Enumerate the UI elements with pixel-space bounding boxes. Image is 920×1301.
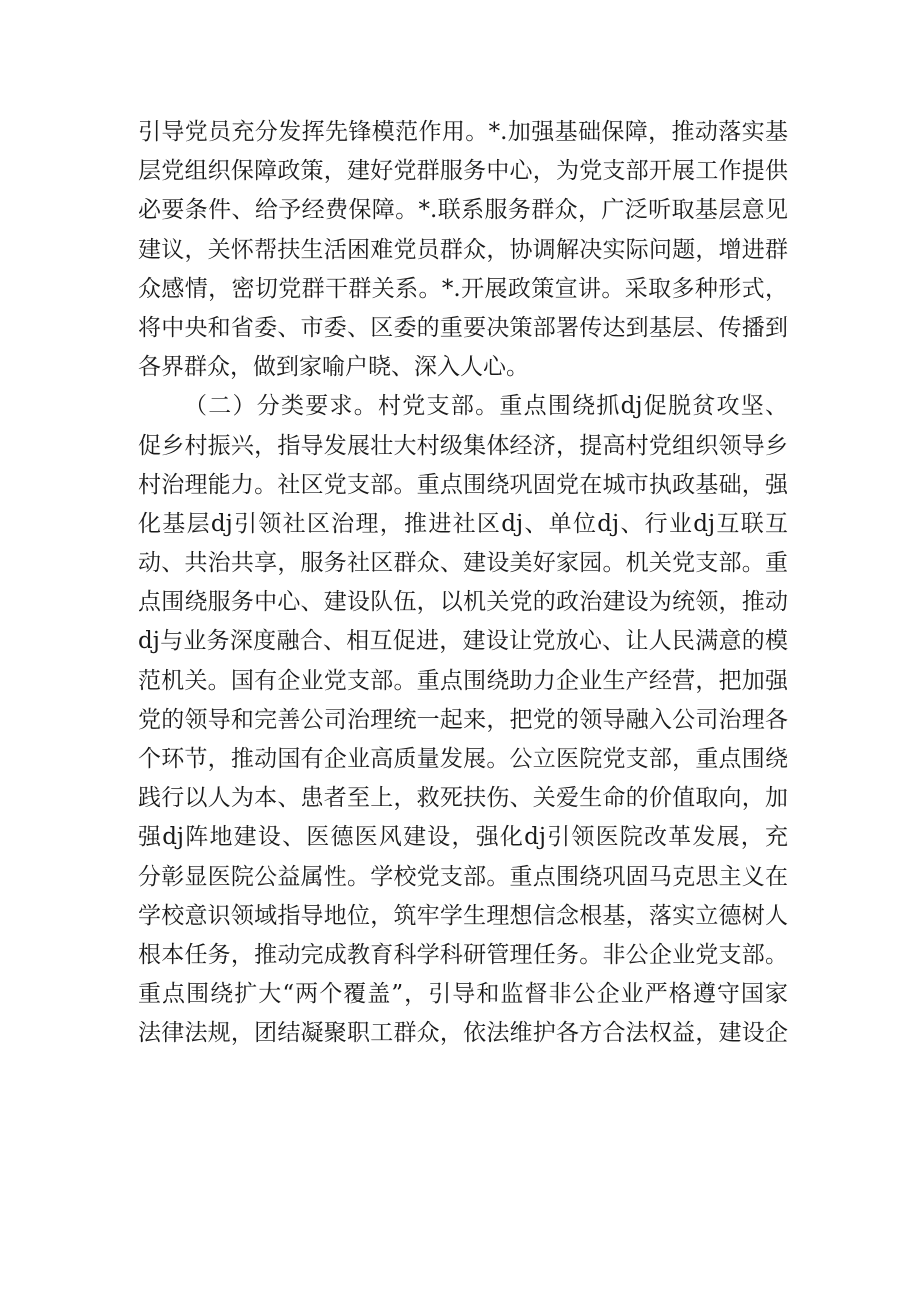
- text-line: 引导党员充分发挥先锋模范作用。*.加强基础保障，推动落实基: [138, 119, 788, 145]
- text-line: 村治理能力。社区党支部。重点围绕巩固党在城市执政基础，强: [138, 471, 788, 498]
- text-line: 点围绕服务中心、建设队伍，以机关党的政治建设为统领，推动: [138, 589, 788, 616]
- text-line: 建议，关怀帮扶生活困难党员群众，协调解决实际问题，增进群: [138, 236, 788, 263]
- text-line: 范机关。国有企业党支部。重点围绕助力企业生产经营，把加强: [138, 667, 788, 694]
- text-line: 促乡村振兴，指导发展壮大村级集体经济，提高村党组织领导乡: [138, 432, 788, 459]
- text-line: 重点围绕扩大“两个覆盖”，引导和监督非公企业严格遵守国家: [138, 981, 788, 1008]
- text-line: 践行以人为本、患者至上，救死扶伤、关爱生命的价值取向，加: [138, 785, 788, 812]
- text-line: 化基层dj引领社区治理，推进社区dj、单位dj、行业dj互联互: [138, 510, 788, 537]
- text-line: dj与业务深度融合、相互促进，建设让党放心、让人民满意的模: [138, 628, 788, 655]
- text-line: 个环节，推动国有企业高质量发展。公立医院党支部，重点围绕: [138, 746, 788, 772]
- text-line: 党的领导和完善公司治理统一起来，把党的领导融入公司治理各: [138, 706, 788, 733]
- text-line: 必要条件、给予经费保障。*.联系服务群众，广泛听取基层意见: [138, 197, 788, 224]
- text-line: （二）分类要求。村党支部。重点围绕抓dj促脱贫攻坚、: [184, 393, 788, 420]
- text-line: 法律法规，团结凝聚职工群众，依法维护各方合法权益，建设企: [138, 1020, 788, 1047]
- text-line: 分彰显医院公益属性。学校党支部。重点围绕巩固马克思主义在: [138, 863, 788, 890]
- text-line: 学校意识领域指导地位，筑牢学生理想信念根基，落实立德树人: [138, 902, 788, 929]
- text-line: 众感情，密切党群干群关系。*.开展政策宣讲。采取多种形式，: [138, 275, 788, 302]
- document-body: [138, 113, 788, 1054]
- paragraph-2: [138, 387, 788, 1053]
- text-line: 动、共治共享，服务社区群众、建设美好家园。机关党支部。重: [138, 550, 788, 577]
- text-line: 层党组织保障政策，建好党群服务中心，为党支部开展工作提供: [138, 158, 788, 185]
- text-line: 将中央和省委、市委、区委的重要决策部署传达到基层、传播到: [138, 314, 788, 341]
- paragraph-1: [138, 113, 788, 387]
- text-line: 根本任务，推动完成教育科学科研管理任务。非公企业党支部。: [138, 941, 788, 968]
- text-line: 各界群众，做到家喻户晓、深入人心。: [138, 354, 529, 381]
- text-line: 强dj阵地建设、医德医风建设，强化dj引领医院改革发展，充: [138, 824, 788, 851]
